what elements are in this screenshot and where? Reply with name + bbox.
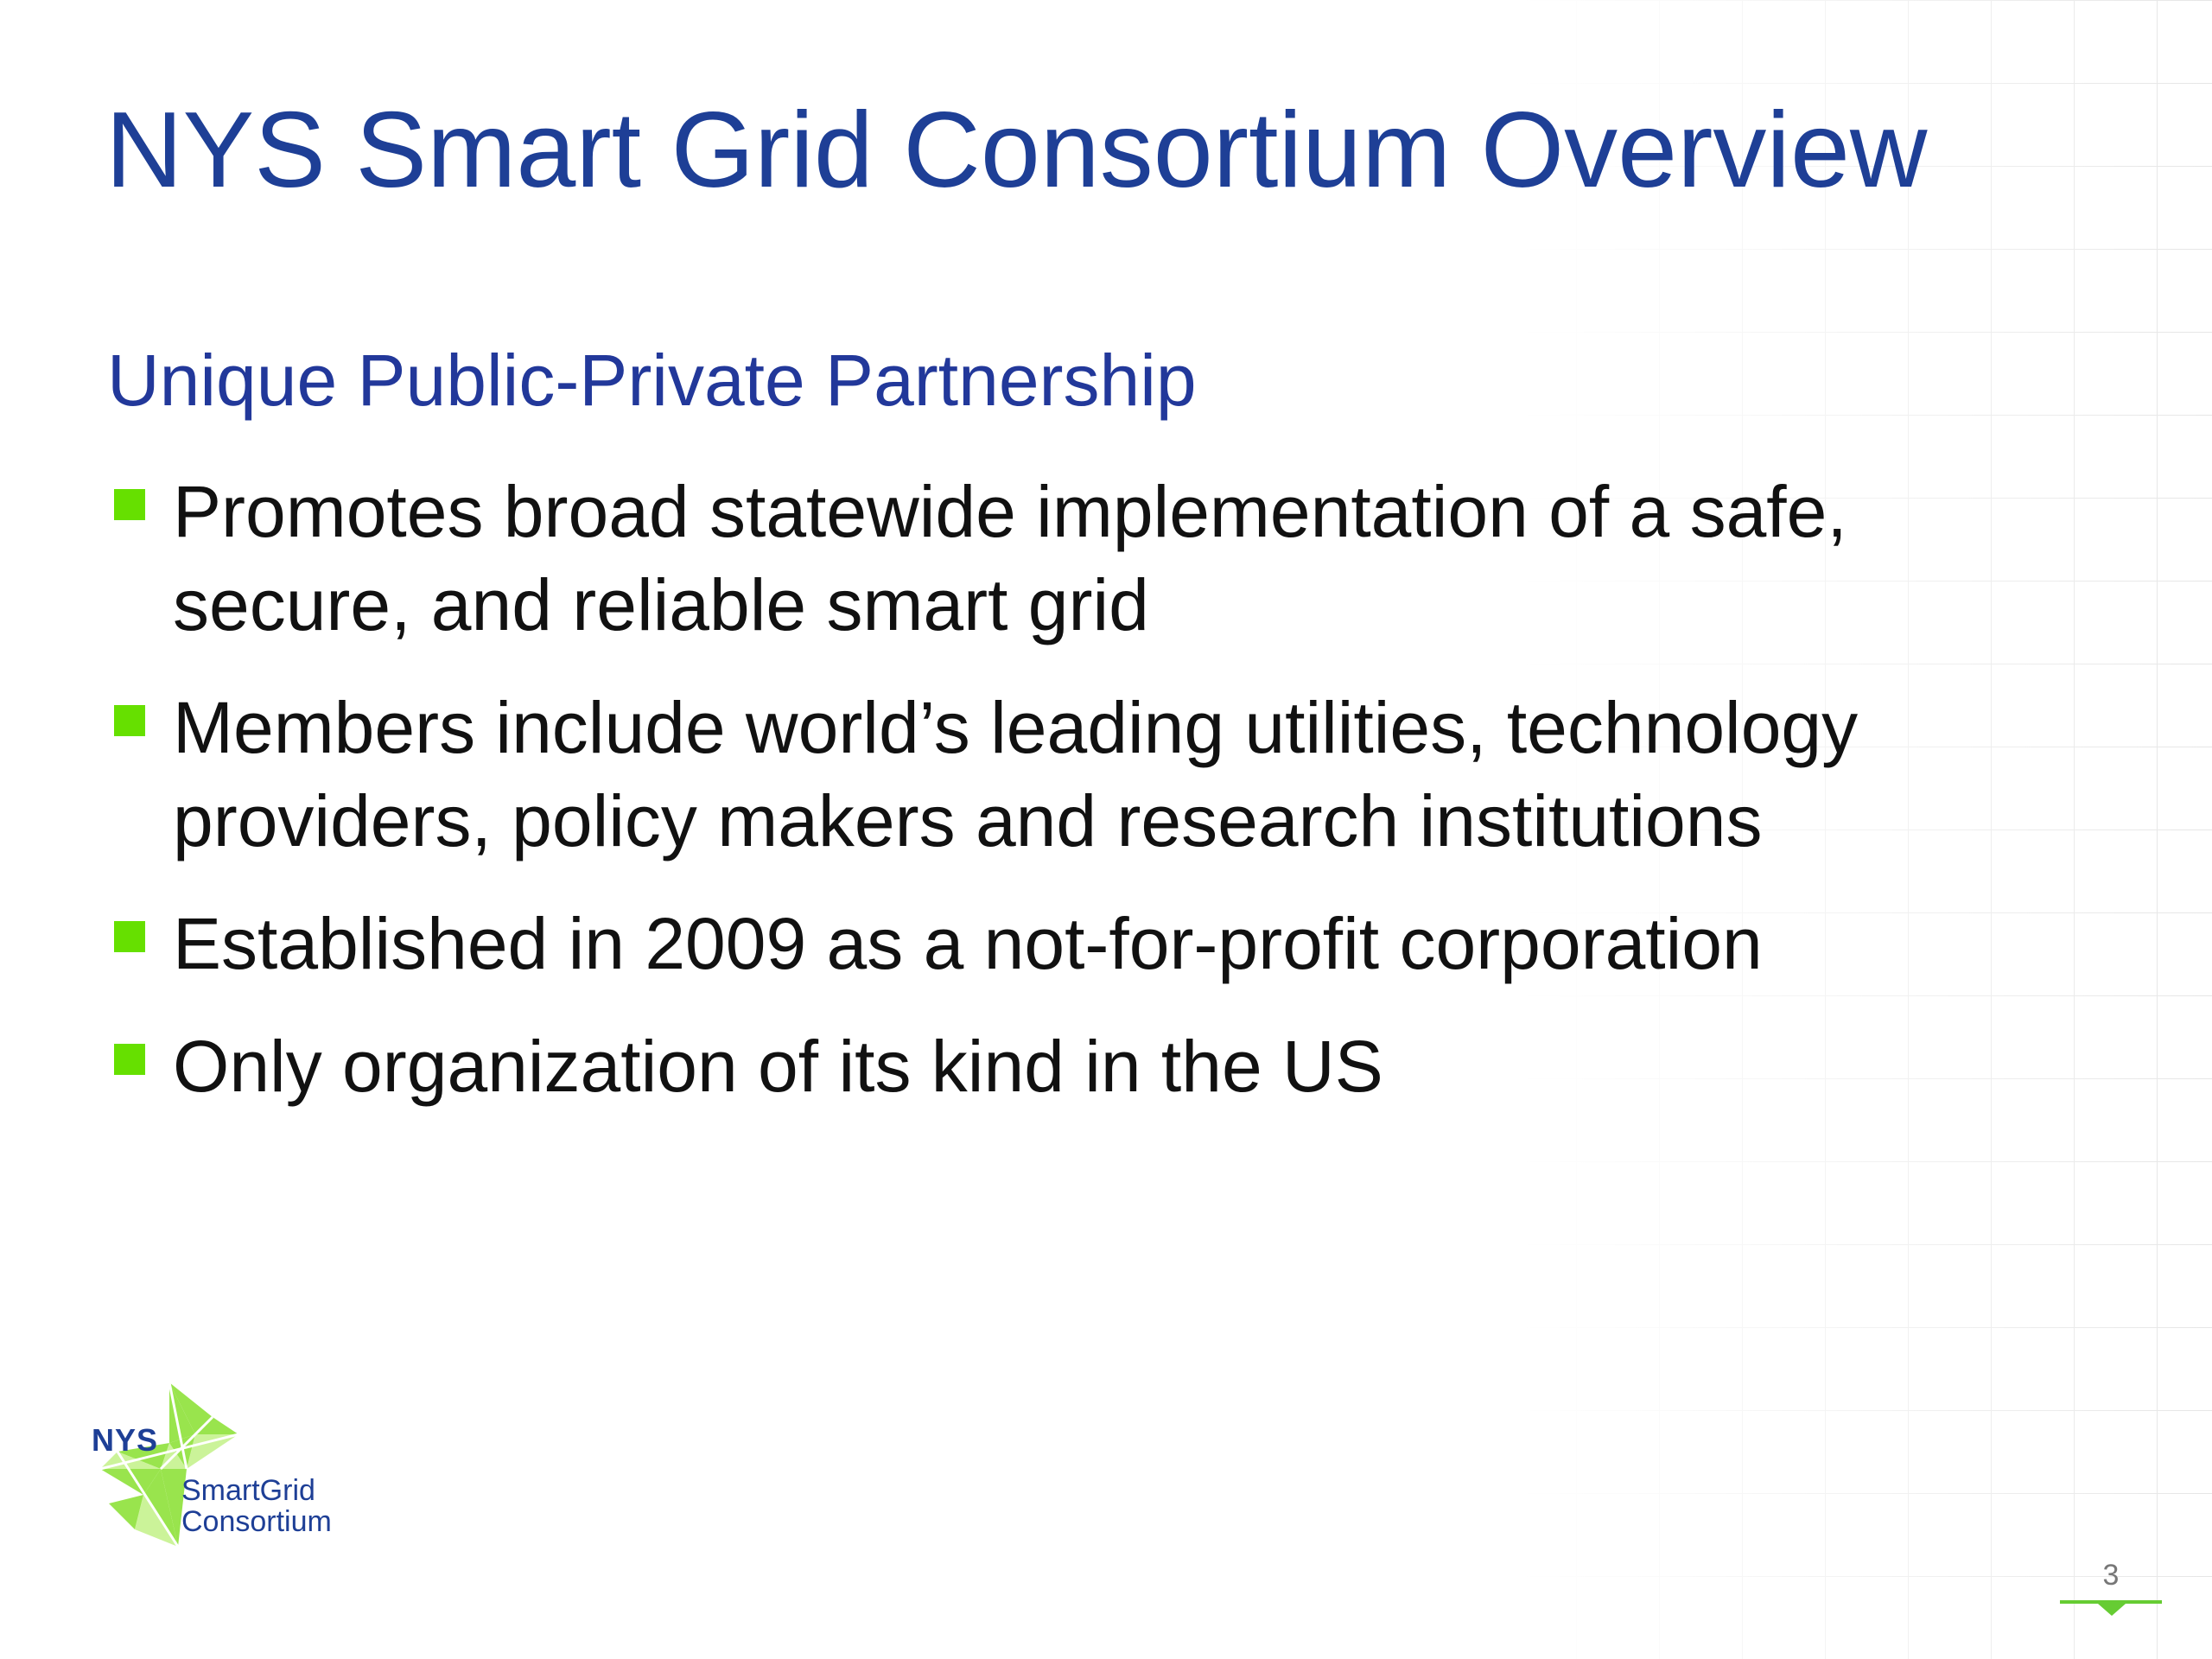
bullet-text-line: Members include world’s leading utilities, technology (173, 687, 1859, 768)
bullet-list (107, 465, 2164, 1142)
slide-subtitle: Unique Public-Private Partnership (107, 340, 1197, 421)
bullet-square-icon (114, 489, 145, 520)
logo-name-line2: Consortium (181, 1505, 332, 1538)
consortium-logo (83, 1382, 359, 1564)
bullet-item (107, 465, 2164, 652)
bullet-text-line: Promotes broad statewide implementation of a safe, (173, 471, 1847, 552)
bullet-text-line: Only organization of its kind in the US (173, 1026, 1383, 1107)
slide-title: NYS Smart Grid Consortium Overview (105, 91, 1928, 210)
page-arrow-icon (2098, 1604, 2126, 1616)
bullet-square-icon (114, 705, 145, 736)
bullet-square-icon (114, 921, 145, 952)
bullet-text-line: providers, policy makers and research institutions (173, 780, 1763, 861)
logo-nys-text: NYS (92, 1422, 159, 1458)
bullet-item (107, 1020, 2164, 1113)
bullet-text-line: Established in 2009 as a not-for-profit corporation (173, 903, 1763, 984)
logo-name-line1: SmartGrid (181, 1474, 315, 1507)
page-number: 3 (2102, 1559, 2120, 1592)
bullet-square-icon (114, 1044, 145, 1075)
bullet-item (107, 897, 2164, 990)
bullet-text-line: secure, and reliable smart grid (173, 564, 1149, 645)
bullet-item (107, 681, 2164, 868)
